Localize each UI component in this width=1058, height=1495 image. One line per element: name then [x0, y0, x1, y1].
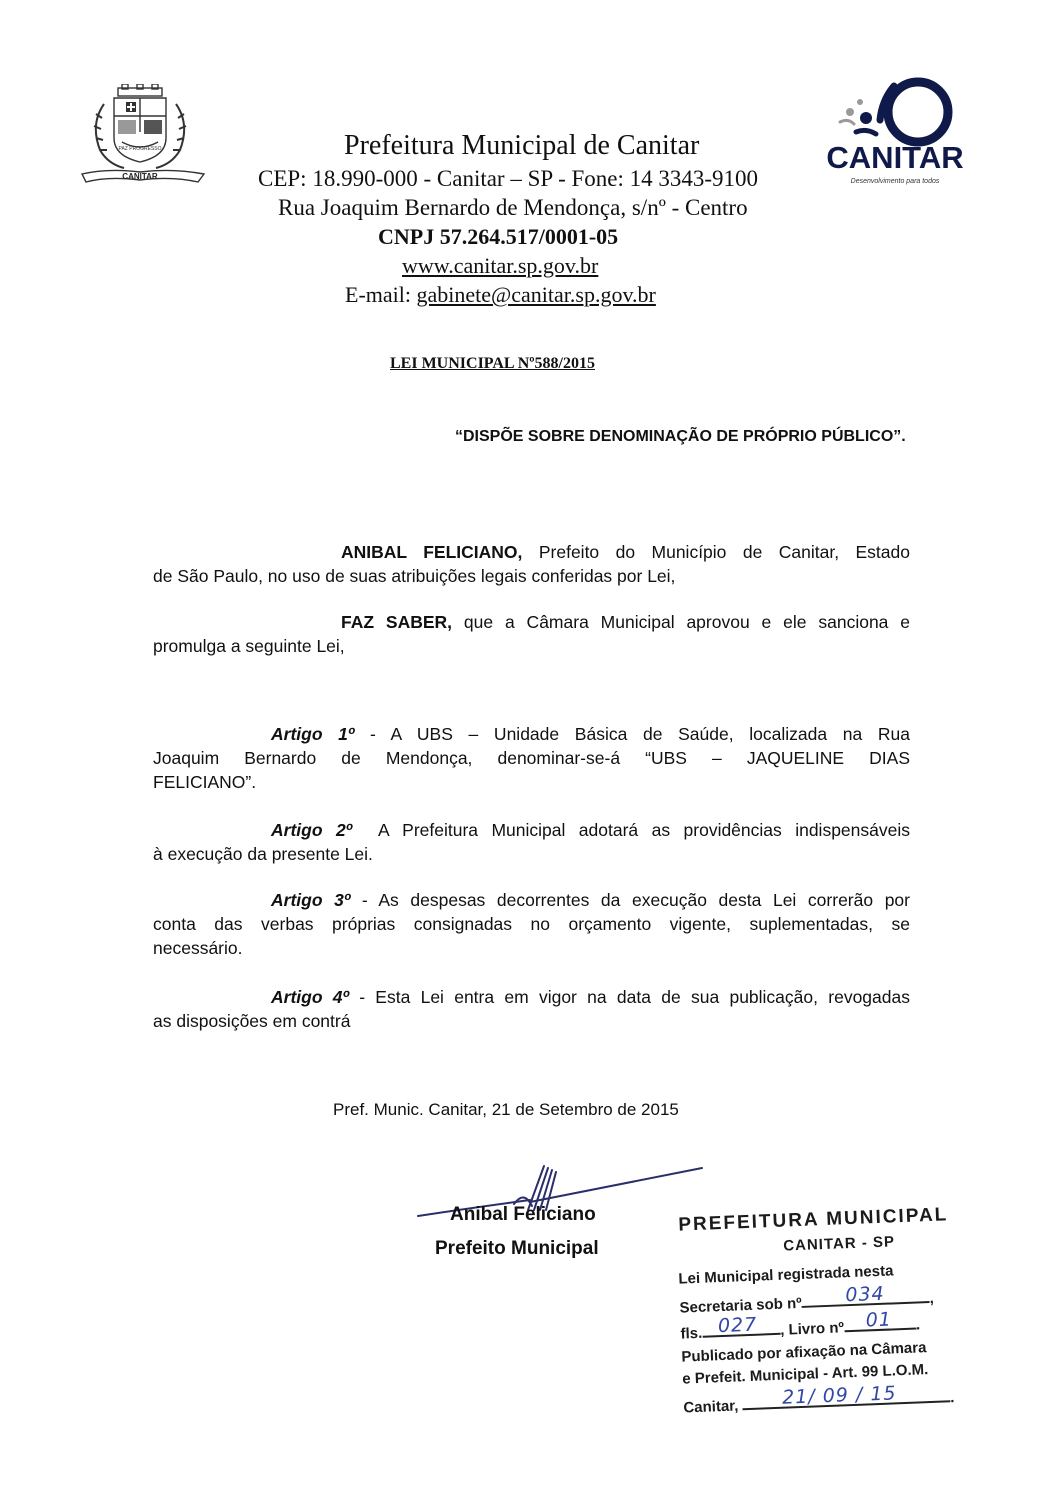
article-2: [153, 818, 910, 866]
email-link[interactable]: gabinete@canitar.sp.gov.br: [416, 282, 656, 307]
stamp-subtitle: CANITAR - SP: [782, 1233, 896, 1255]
article-1-label: Artigo 1º: [271, 724, 355, 744]
article-text: - A UBS – Unidade Básica de Saúde, localizada na Rua: [354, 724, 910, 744]
registration-stamp: [668, 1203, 976, 1424]
mayor-name: ANIBAL FELICIANO,: [341, 542, 523, 562]
article-3: [153, 888, 910, 960]
stamp-line: Publicado por afixação na Câmara: [681, 1339, 927, 1366]
paragraph-faz-saber: [153, 610, 910, 658]
stamp-line: Secretaria sob nº 034 ,: [679, 1282, 935, 1317]
canitar-tagline: Desenvolvimento para todos: [850, 178, 940, 185]
law-title: LEI MUNICIPAL Nº588/2015: [390, 355, 595, 372]
paragraph-text: Prefeito do Município de Canitar, Estado: [522, 542, 910, 562]
faz-saber-label: FAZ SABER,: [341, 612, 453, 632]
article-3-label: Artigo 3º: [271, 890, 351, 910]
handwritten-number: 034: [844, 1282, 886, 1307]
stamp-label: Secretaria sob nº: [679, 1294, 803, 1317]
stamp-line: fls. 027 , Livro nº 01 .: [680, 1308, 921, 1343]
article-text: conta das verbas próprias consignadas no orçamento vigente, suplementadas, se: [153, 914, 910, 934]
paragraph-text: de São Paulo, no uso de suas atribuições legais conferidas por Lei,: [153, 566, 676, 586]
law-subject: “DISPÕE SOBRE DENOMINAÇÃO DE PRÓPRIO PÚBLICO”.: [455, 428, 906, 445]
place-date: Pref. Munic. Canitar, 21 de Setembro de 2015: [333, 1100, 679, 1119]
paragraph-text: promulga a seguinte Lei,: [153, 636, 345, 656]
paragraph-text: que a Câmara Municipal aprovou e ele sanciona e: [452, 612, 910, 632]
article-4-label: Artigo 4º: [271, 987, 349, 1007]
institution-name: Prefeitura Municipal de Canitar: [344, 130, 700, 161]
signer-role: Prefeito Municipal: [435, 1238, 599, 1259]
stamp-line: Canitar, 21/ 09 / 15 .: [683, 1382, 955, 1417]
article-text: Joaquim Bernardo de Mendonça, denominar-se-á “UBS – JAQUELINE DIAS: [153, 748, 910, 768]
handwritten-date: 21/ 09 / 15: [781, 1382, 897, 1409]
signer-name: Anibal Feliciano: [450, 1204, 596, 1225]
article-text: A Prefeitura Municipal adotará as providências indispensáveis: [352, 820, 910, 840]
stamp-line: e Prefeit. Municipal - Art. 99 L.O.M.: [681, 1361, 929, 1388]
email-line: [345, 282, 656, 308]
article-1: [153, 722, 910, 794]
article-text: à execução da presente Lei.: [153, 844, 373, 864]
email-label: E-mail:: [345, 282, 417, 307]
canitar-brand-text: CANITAR: [826, 140, 964, 175]
article-text: as disposições em contrá: [153, 1011, 351, 1031]
paragraph-mayor: [153, 540, 910, 588]
article-text: FELICIANO”.: [153, 772, 257, 792]
handwritten-folio: 027: [717, 1313, 758, 1338]
stamp-label: Canitar,: [683, 1397, 739, 1417]
crest-motto-text: PAZ PROGRESSO: [118, 146, 162, 152]
handwritten-book: 01: [865, 1308, 893, 1332]
stamp-line: Lei Municipal registrada nesta: [678, 1262, 894, 1288]
stamp-title: PREFEITURA MUNICIPAL: [677, 1204, 949, 1236]
stamp-label: fls.: [680, 1324, 703, 1343]
stamp-label: , Livro nº: [779, 1319, 845, 1339]
cnpj-line: CNPJ 57.264.517/0001-05: [378, 224, 619, 249]
article-4: [153, 985, 910, 1033]
crest-ribbon-text: CANITAR: [122, 172, 158, 181]
article-2-label: Artigo 2º: [271, 820, 353, 840]
address-line: Rua Joaquim Bernardo de Mendonça, s/nº - Centro: [278, 195, 748, 220]
cep-phone-line: CEP: 18.990-000 - Canitar – SP - Fone: 14 3343-9100: [258, 166, 759, 191]
article-text: - Esta Lei entra em vigor na data de sua publicação, revogadas: [348, 987, 910, 1007]
article-text: - As despesas decorrentes da execução desta Lei correrão por: [350, 890, 910, 910]
article-text: necessário.: [153, 938, 243, 958]
website-link[interactable]: www.canitar.sp.gov.br: [402, 253, 599, 278]
